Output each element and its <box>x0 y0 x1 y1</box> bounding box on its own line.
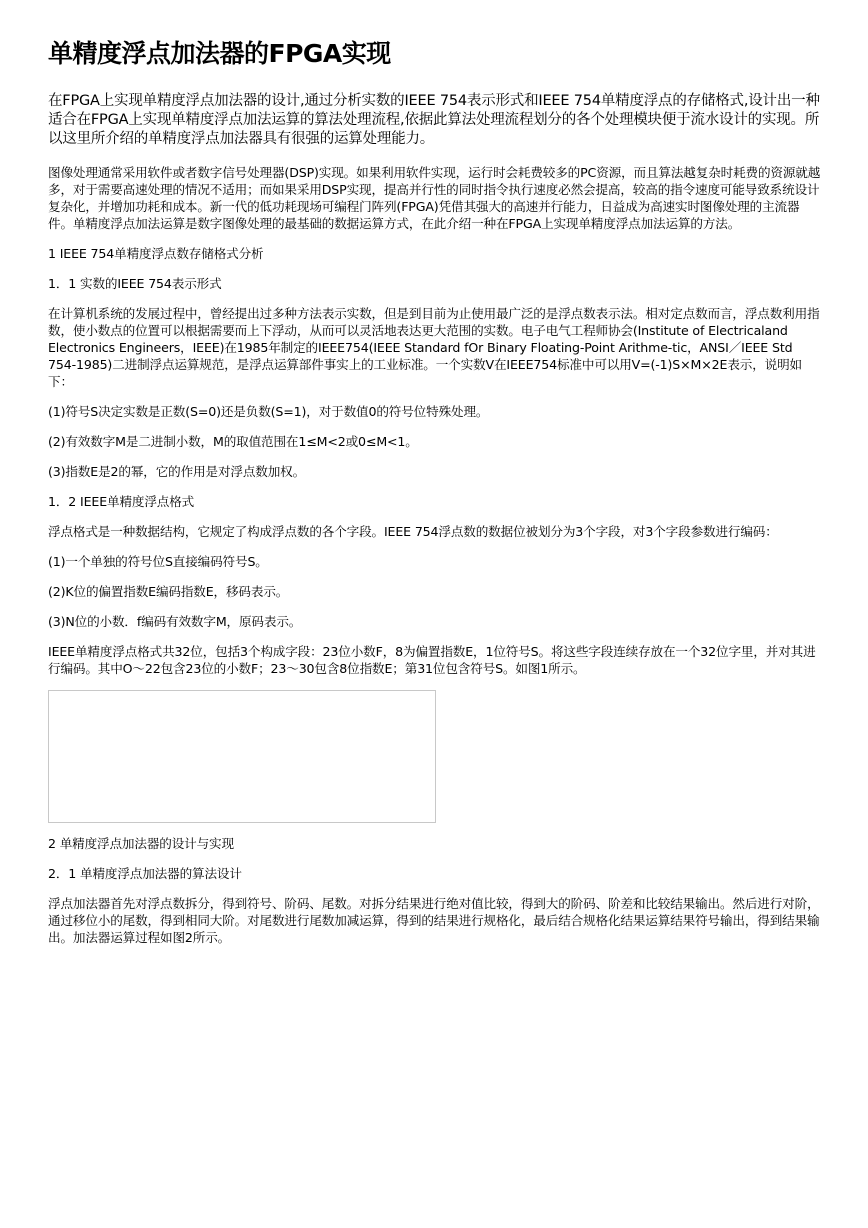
paragraph-intro: 图像处理通常采用软件或者数字信号处理器(DSP)实现。如果利用软件实现，运行时会耗费较多的PC资源，而且算法越复杂时耗费的资源就越多，对于需要高速处理的情况不适用；而如果采用DSP实现，提高并行性的同时指令执行速度必然会提高，较高的指令速度可能导致系统设计复杂化，并增加功耗和成本。新一代的低功耗现场可编程门阵列(FPGA)凭借其强大的高速并行能力，日益成为高速实时图像处理的主流器件。单精度浮点加法运算是数字图像处理的最基础的数据运算方式，在此介绍一种在FPGA上实现单精度浮点加法运算的方法。 <box>48 165 821 231</box>
list-item-exponent: (3)指数E是2的幂，它的作用是对浮点数加权。 <box>48 464 306 479</box>
lead-paragraph: 在FPGA上实现单精度浮点加法器的设计,通过分析实数的IEEE 754表示形式和IEEE 754单精度浮点的存储格式,设计出一种适合在FPGA上实现单精度浮点加法运算的算法处理流程,依据此算法处理流程划分的各个处理模块便于流水设计的实现。所以这里所介绍的单精度浮点加法器具有很强的运算处理能力。 <box>48 93 820 147</box>
subsection-heading-2-1: 2．1 单精度浮点加法器的算法设计 <box>48 866 242 881</box>
list-item-fraction: (3)N位的小数．f编码有效数字M，原码表示。 <box>48 614 302 629</box>
list-item-sign: (1)符号S决定实数是正数(S=0)还是负数(S=1)，对于数值0的符号位特殊处理。 <box>48 404 489 419</box>
list-item-biased-exponent: (2)K位的偏置指数E编码指数E，移码表示。 <box>48 584 289 599</box>
document-title: 单精度浮点加法器的FPGA实现 <box>48 39 391 68</box>
paragraph-adder-algorithm: 浮点加法器首先对浮点数拆分，得到符号、阶码、尾数。对拆分结果进行绝对值比较，得到大的阶码、阶差和比较结果输出。然后进行对阶，通过移位小的尾数，得到相同大阶。对尾数进行尾数加减运算，得到的结果进行规格化，最后结合规格化结果运算结果符号输出，得到结果输出。加法器运算过程如图2所示。 <box>48 896 820 945</box>
document-page <box>48 36 824 959</box>
body-before-figure <box>48 164 824 677</box>
section-heading-1: 1 IEEE 754单精度浮点数存储格式分析 <box>48 246 264 261</box>
body-after-figure <box>48 835 824 946</box>
list-item-sign-bit: (1)一个单独的符号位S直接编码符号S。 <box>48 554 268 569</box>
paragraph-single-precision-layout: IEEE单精度浮点格式共32位，包括3个构成字段：23位小数F，8为偏置指数E，1位符号S。将这些字段连续存放在一个32位字里，并对其进行编码。其中O～22包含23位的小数F；23～30包含8位指数E；第31位包含符号S。如图1所示。 <box>48 644 816 676</box>
subsection-heading-1-1: 1．1 实数的IEEE 754表示形式 <box>48 276 222 291</box>
paragraph-real-number-representation: 在计算机系统的发展过程中，曾经提出过多种方法表示实数，但是到目前为止使用最广泛的是浮点数表示法。相对定点数而言，浮点数利用指数，使小数点的位置可以根据需要而上下浮动，从而可以灵活地表达更大范围的实数。电子电气工程师协会(Institute of Electricaland Electronics Engineers，IEEE)在1985年制定的IEEE754(IEEE Standard fOr Binary Floating-Point Arithme-tic，ANSI／IEEE Std 754-1985)二进制浮点运算规范，是浮点运算部件事实上的工业标准。一个实数V在IEEE754标准中可以用V=(-1)S×M×2E表示，说明如下： <box>48 306 820 389</box>
figure-1-placeholder <box>48 690 436 823</box>
section-heading-2: 2 单精度浮点加法器的设计与实现 <box>48 836 234 851</box>
list-item-mantissa: (2)有效数字M是二进制小数，M的取值范围在1≤M<2或0≤M<1。 <box>48 434 418 449</box>
subsection-heading-1-2: 1．2 IEEE单精度浮点格式 <box>48 494 195 509</box>
paragraph-float-format: 浮点格式是一种数据结构，它规定了构成浮点数的各个字段。IEEE 754浮点数的数据位被划分为3个字段，对3个字段参数进行编码： <box>48 524 778 539</box>
